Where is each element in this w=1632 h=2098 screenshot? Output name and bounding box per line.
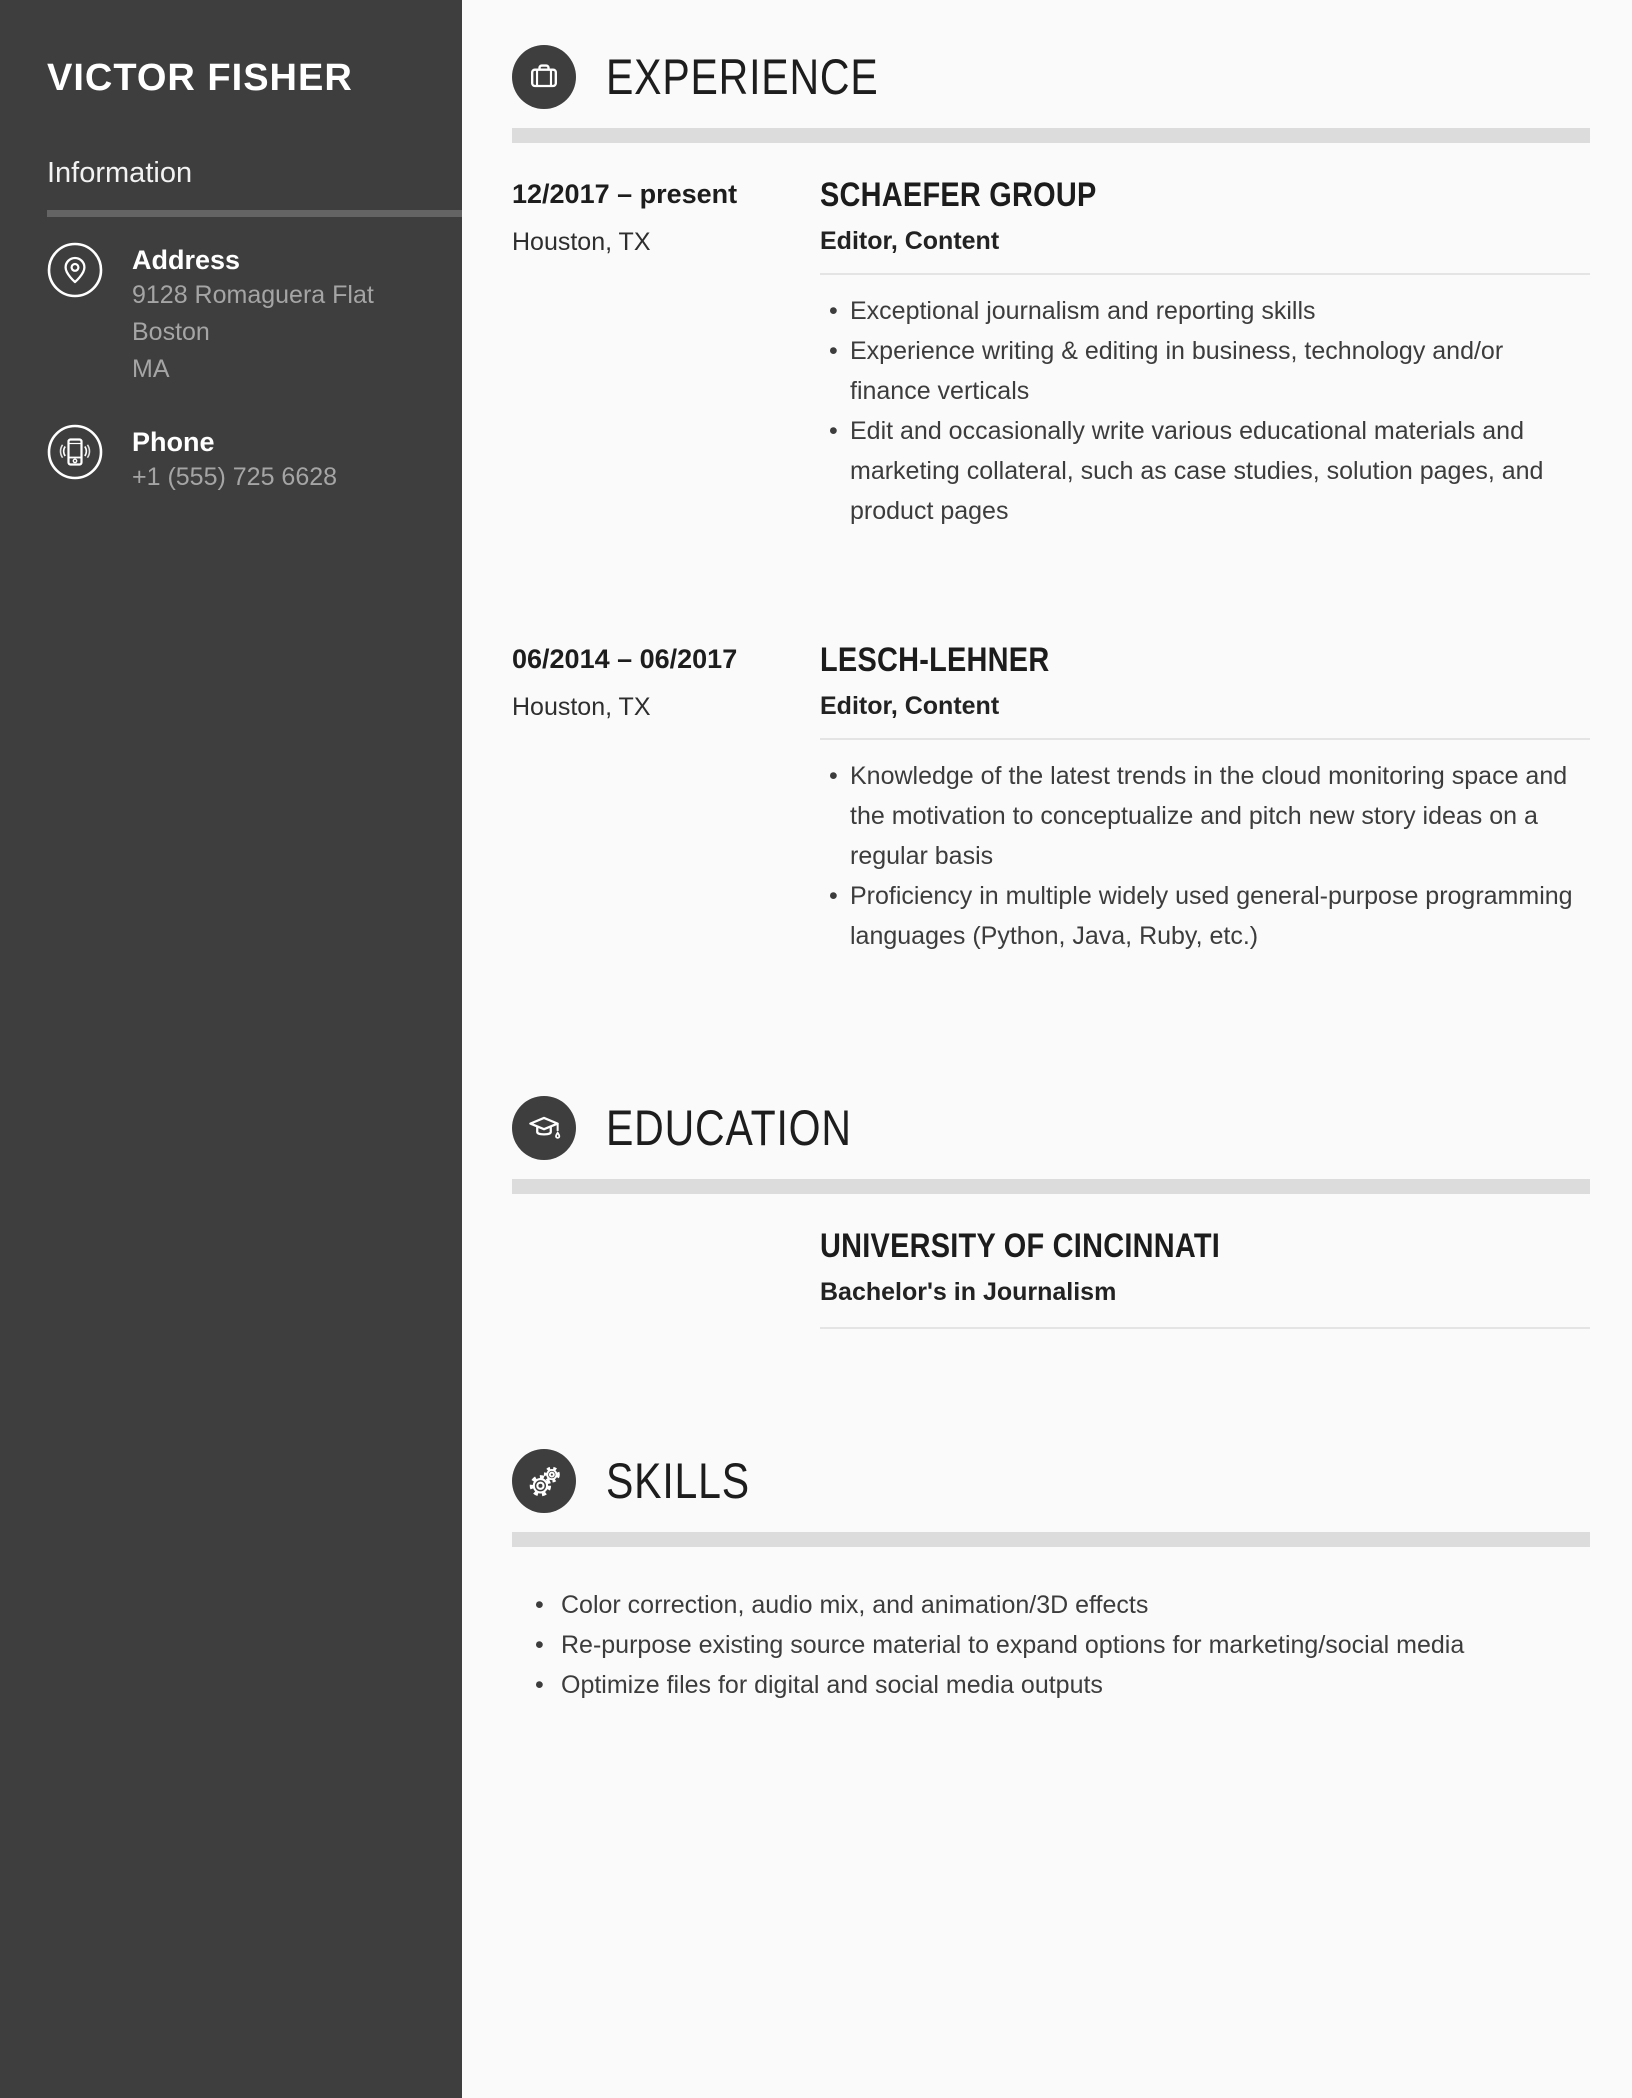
entry-separator [820,738,1590,740]
entry-location: Houston, TX [512,228,651,256]
education-section [512,1096,1590,1329]
entry-separator [820,1327,1590,1329]
address-item [47,242,462,388]
bullet-item: • Edit and occasionally write various educational materials and marketing collateral, such as case studies, solution pages, and product pages [820,411,1590,531]
degree: Bachelor's in Journalism [820,1278,1117,1306]
skill-item: • Optimize files for digital and social media outputs [512,1665,1590,1705]
skills-header [512,1449,1590,1513]
education-header [512,1096,1590,1160]
briefcase-icon [512,45,576,109]
address-line-1: 9128 Romaguera Flat [132,281,374,309]
information-section-title: Information [47,157,193,189]
experience-entry-2 [512,643,1590,956]
company-name: SCHAEFER GROUP [820,176,1097,214]
graduation-cap-icon [512,1096,576,1160]
experience-title: EXPERIENCE [606,49,879,105]
education-entry-body [820,1229,1590,1329]
experience-entry-1 [512,178,1590,531]
skill-item: • Color correction, audio mix, and animation/3D effects [512,1585,1590,1625]
main-content [462,0,1632,2098]
gears-icon [512,1449,576,1513]
entry-dates: 06/2014 – 06/2017 [512,644,738,674]
address-label: Address [132,245,241,275]
experience-entry-1-body [820,178,1590,531]
job-title: Editor, Content [820,692,1000,720]
phone-text [132,424,337,496]
entry-separator [820,273,1590,275]
experience-divider-bar [512,128,1590,143]
skills-divider-bar [512,1532,1590,1547]
skill-item: • Re-purpose existing source material to expand options for marketing/social media [512,1625,1590,1665]
address-line-3: MA [132,355,170,383]
bullet-item: • Exceptional journalism and reporting skills [820,291,1590,331]
education-entry [512,1229,1590,1329]
phone-item [47,424,462,496]
address-line-2: Boston [132,318,210,346]
education-title: EDUCATION [606,1100,852,1156]
person-name: VICTOR FISHER [47,57,353,99]
bullet-item: • Experience writing & editing in business, technology and/or finance verticals [820,331,1590,411]
information-divider [47,210,462,217]
education-divider-bar [512,1179,1590,1194]
job-title: Editor, Content [820,227,1000,255]
bullet-item: • Knowledge of the latest trends in the cloud monitoring space and the motivation to conceptualize and pitch new story ideas on a regular basis [820,756,1590,876]
school-name: UNIVERSITY OF CINCINNATI [820,1227,1221,1265]
phone-number: +1 (555) 725 6628 [132,463,338,491]
bullet-item: • Proficiency in multiple widely used general-purpose programming languages (Python, Java, Ruby, etc.) [820,876,1590,956]
skills-title: SKILLS [606,1453,750,1509]
address-text [132,242,374,388]
skills-list [512,1585,1590,1705]
phone-icon [47,424,103,480]
entry-dates: 12/2017 – present [512,179,738,209]
location-pin-icon [47,242,103,298]
experience-header [512,45,1590,109]
experience-section [512,45,1590,956]
experience-entry-2-bullets [820,756,1590,956]
phone-label: Phone [132,427,215,457]
entry-location: Houston, TX [512,693,651,721]
sidebar [0,0,462,2098]
experience-entry-1-bullets [820,291,1590,531]
skills-section [512,1449,1590,1705]
education-entry-meta [512,1229,820,1329]
company-name: LESCH-LEHNER [820,641,1050,679]
experience-entry-2-body [820,643,1590,956]
experience-entry-1-meta [512,178,820,531]
experience-entry-2-meta [512,643,820,956]
